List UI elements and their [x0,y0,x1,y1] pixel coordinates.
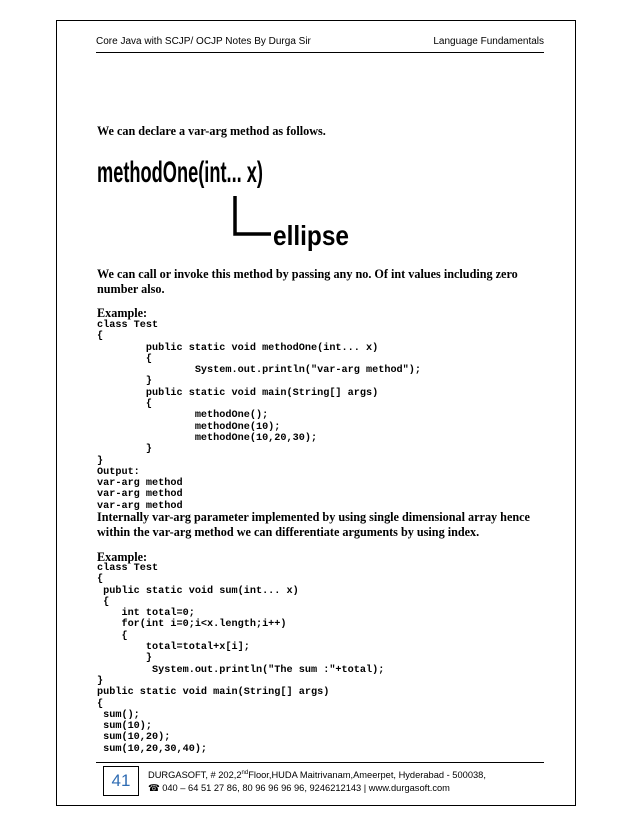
footer-divider [96,762,544,763]
phone-icon: ☎ [148,783,160,794]
example2-heading: Example: [97,550,148,564]
example1-heading: Example: [97,306,148,320]
page-header [96,30,544,53]
page-number: 41 [103,766,139,796]
diagram-connector [235,196,271,234]
paragraph-call: We can call or invoke this method by passing any no. Of int values including zero number also. [97,267,518,296]
footer-phone-text: 040 – 64 51 27 86, 80 96 96 96 96, 9246212143 | www.durgasoft.com [162,783,450,794]
footer-address: DURGASOFT, # 202,2ndFloor,HUDA Maitrivanam,Ameerpet, Hyderabad - 500038, [148,770,486,781]
var-arg-diagram [95,146,355,256]
diagram-ellipse-label: ellipse [273,220,349,251]
header-section: Language Fundamentals [433,35,544,47]
intro-text: We can declare a var-arg method as follows. [97,124,326,138]
footer-phone-line [148,782,486,795]
paragraph-internal-array: Internally var-arg parameter implemented by using single dimensional array hence within the var-arg method we can differentiate arguments by using index. [97,510,530,539]
footer-contact [148,767,486,795]
header-title: Core Java with SCJP/ OCJP Notes By Durga Sir [96,35,311,47]
example1-code: class Test { public static void methodOne(int... x) { System.out.println("var-arg method"); } public static void main(String[] args) { methodOne(); methodOne(10); methodOne(10,20,30); } } Output: var-arg method var-arg method var-arg method [97,320,422,512]
diagram-method-signature: methodOne(int... x) [97,156,263,189]
example2-code: class Test { public static void sum(int... x) { int total=0; for(int i=0;i<x.length;i++) { total=total+x[i]; } System.out.println("The sum :"+total); } public static void main(String[] args) { sum(); sum(10); sum(10,20); sum(10,20,30,40); [97,563,385,755]
